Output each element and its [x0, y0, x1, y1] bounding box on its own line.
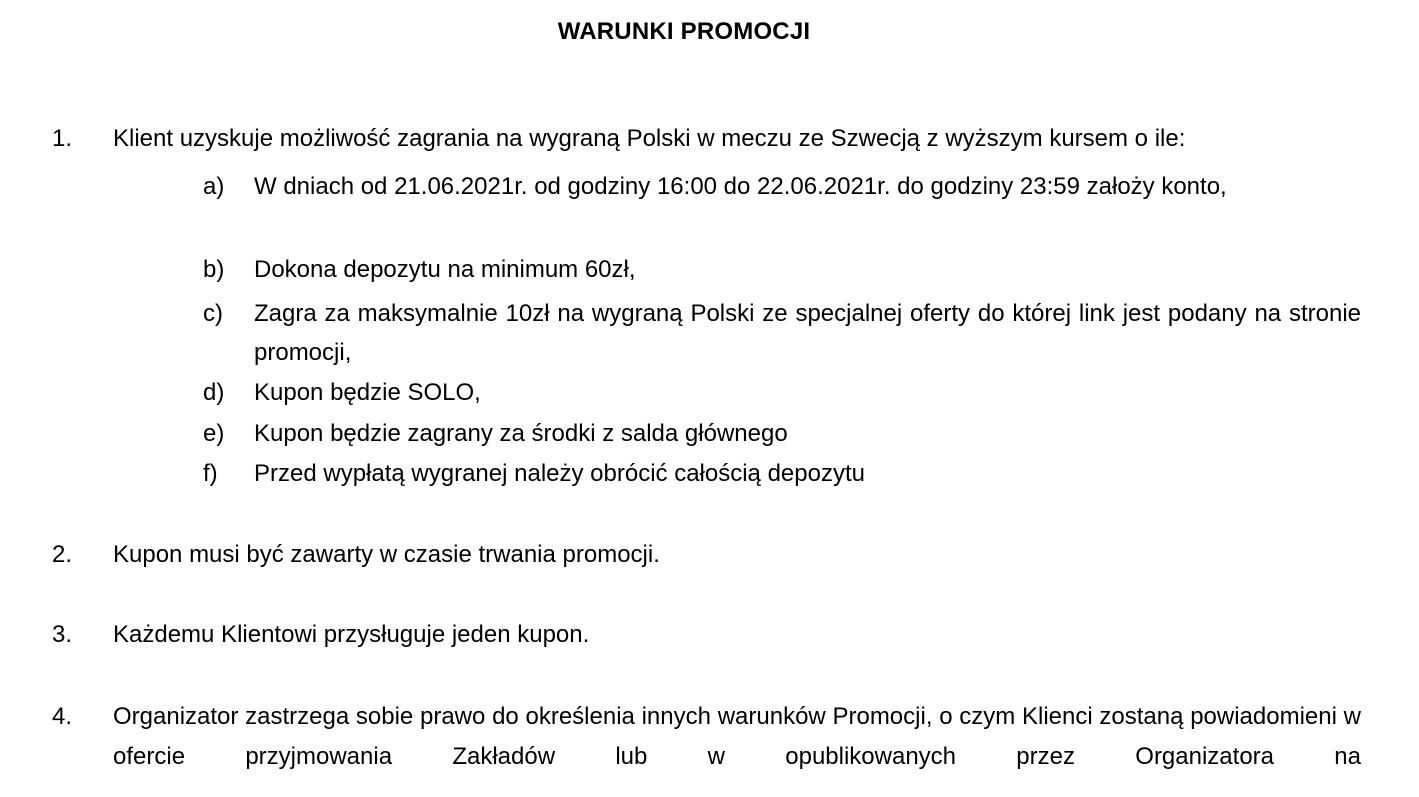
document-title: WARUNKI PROMOCJI: [557, 18, 811, 45]
subitem-letter: a): [203, 173, 225, 200]
subitem-text: Dokona depozytu na minimum 60zł,: [254, 256, 636, 283]
subitem-text: Kupon będzie SOLO,: [254, 379, 481, 406]
subitem-text: Zagra za maksymalnie 10zł na wygraną Polski ze specjalnej oferty do której link jest podany na stronie promocji,: [254, 300, 1361, 366]
subitem-letter: b): [203, 256, 225, 283]
subitem-text: W dniach od 21.06.2021r. od godziny 16:00 do 22.06.2021r. do godziny 23:59 założy konto,: [254, 173, 1227, 200]
subitem-letter: f): [203, 460, 218, 487]
item-number: 4.: [52, 703, 73, 730]
subitem-letter: d): [203, 379, 225, 406]
item-text: Organizator zastrzega sobie prawo do określenia innych warunków Promocji, o czym Klienci zostaną powiadomieni w ofercie przyjmowania Zakładów lub w opublikowanych przez Organizatora na: [113, 703, 1361, 770]
subitem-text: Przed wypłatą wygranej należy obrócić całością depozytu: [254, 460, 865, 487]
item-text: Kupon musi być zawarty w czasie trwania promocji.: [113, 541, 660, 568]
item-text: Każdemu Klientowi przysługuje jeden kupon.: [113, 621, 590, 648]
item-number: 3.: [52, 621, 73, 648]
subitem-text: Kupon będzie zagrany za środki z salda głównego: [254, 420, 788, 447]
item-number: 2.: [52, 541, 73, 568]
item-text: Klient uzyskuje możliwość zagrania na wygraną Polski w meczu ze Szwecją z wyższym kursem o ile:: [113, 125, 1186, 152]
subitem-letter: e): [203, 420, 225, 447]
subitem-letter: c): [203, 300, 223, 327]
item-number: 1.: [52, 125, 73, 152]
